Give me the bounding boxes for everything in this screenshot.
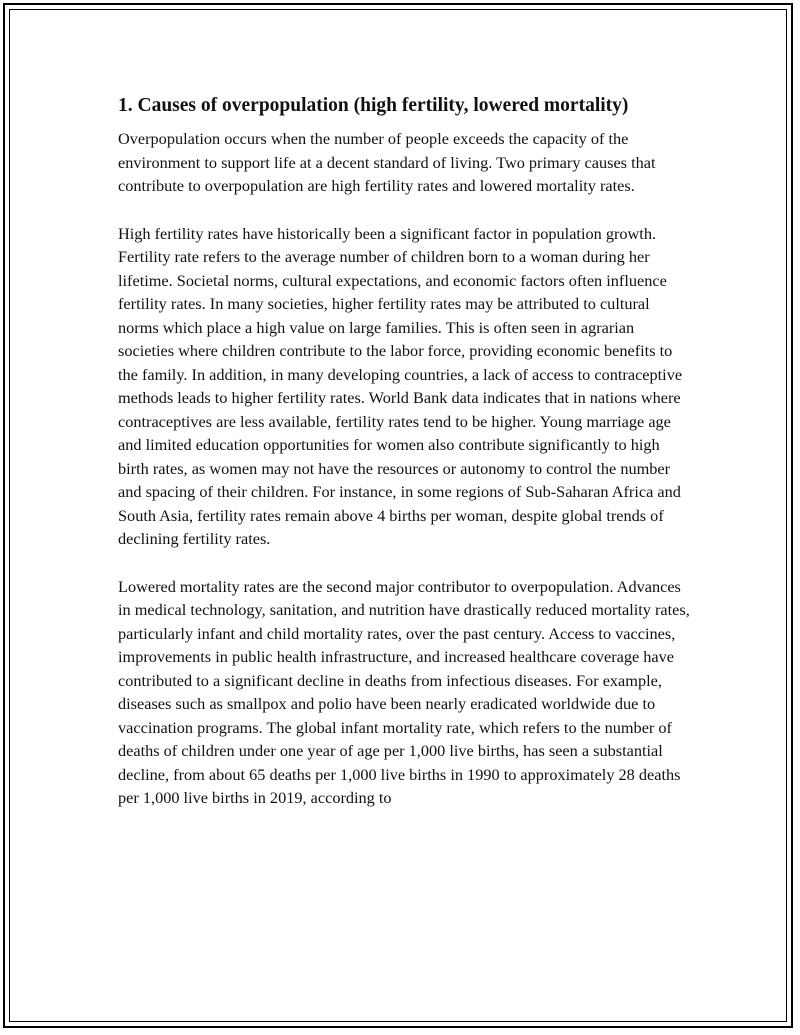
- document-body: [118, 93, 690, 834]
- paragraph-high-fertility: High fertility rates have historically been a significant factor in population growth. Fertility rate refers to the average number of children born to a woman during her lifetime. Societal norms, cultural expectations, and economic factors often influence fertility rates. In many societies, higher fertility rates may be attributed to cultural norms which place a high value on large families. This is often seen in agrarian societies where children contribute to the labor force, providing economic benefits to the family. In addition, in many developing countries, a lack of access to contraceptive methods leads to higher fertility rates. World Bank data indicates that in nations where contraceptives are less available, fertility rates tend to be higher. Young marriage age and limited education opportunities for women also contribute significantly to high birth rates, as women may not have the resources or autonomy to control the number and spacing of their children. For instance, in some regions of Sub-Saharan Africa and South Asia, fertility rates remain above 4 births per woman, despite global trends of declining fertility rates.: [118, 223, 683, 548]
- paragraph-lowered-mortality: Lowered mortality rates are the second major contributor to overpopulation. Advances in medical technology, sanitation, and nutrition have drastically reduced mortality rates, particularly infant and child mortality rates, over the past century. Access to vaccines, improvements in public health infrastructure, and increased healthcare coverage have contributed to a significant decline in deaths from infectious diseases. For example, diseases such as smallpox and polio have been nearly eradicated worldwide due to vaccination programs. The global infant mortality rate, which refers to the number of deaths of children under one year of age per 1,000 live births, has seen a substantial decline, from about 65 deaths per 1,000 live births in 1990 to approximately 28 deaths per 1,000 live births in 2019, according to: [118, 576, 690, 807]
- paragraph-intro: Overpopulation occurs when the number of people exceeds the capacity of the environment to support life at a decent standard of living. Two primary causes that contribute to overpopulation are high fertility rates and lowered mortality rates.: [118, 129, 656, 195]
- section-heading: 1. Causes of overpopulation (high fertility, lowered mortality): [118, 95, 629, 116]
